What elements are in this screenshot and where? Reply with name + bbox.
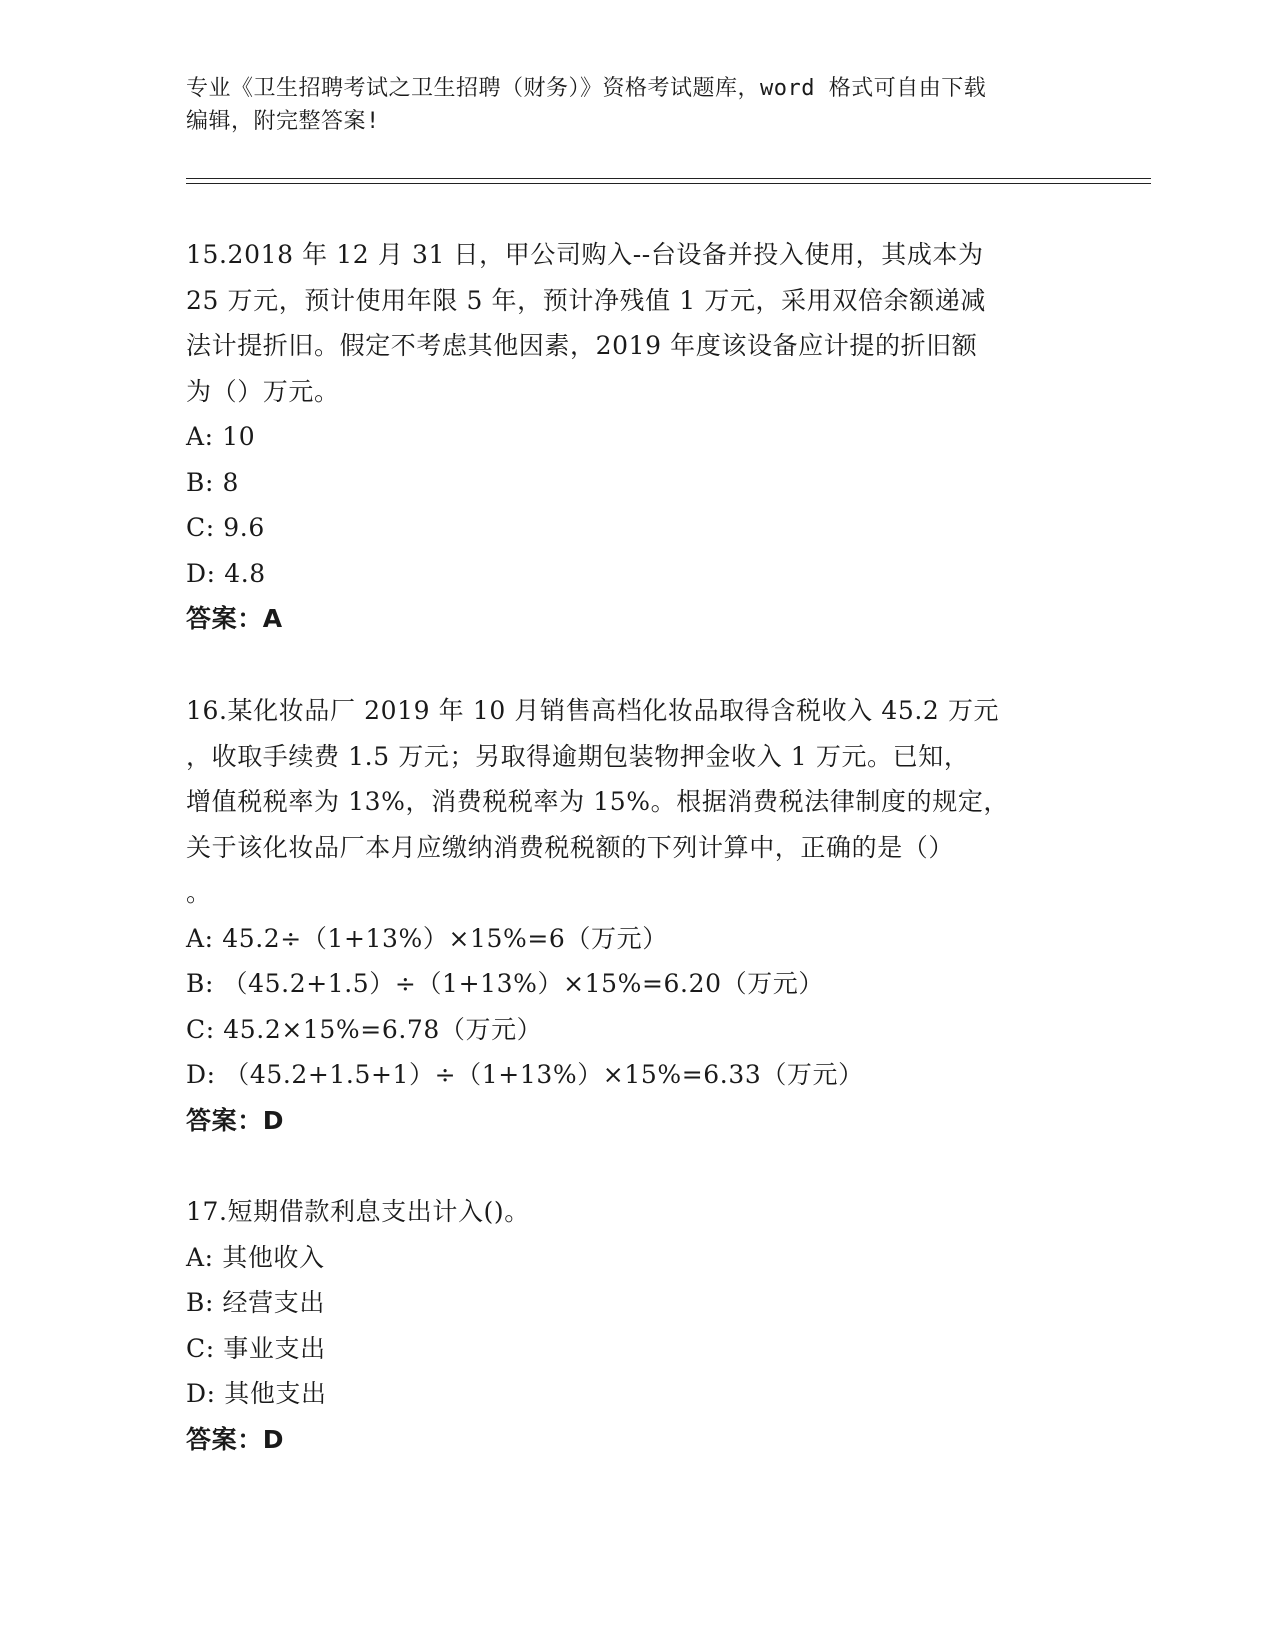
option-a: A: 其他收入 — [186, 1242, 325, 1272]
question-text-line: 。 — [186, 878, 212, 907]
option-d: D: 4.8 — [186, 558, 266, 588]
question-text-line: ，收取手续费 1.5 万元；另取得逾期包装物押金收入 1 万元。已知， — [186, 741, 970, 771]
option-c: C: 45.2×15%=6.78（万元） — [186, 1014, 543, 1044]
option-d: D: （45.2+1.5+1）÷（1+13%）×15%=6.33（万元） — [186, 1060, 864, 1089]
question-16 — [186, 688, 1086, 1143]
question-text-line: 15.2018 年 12 月 31 日，甲公司购入--台设备并投入使用，其成本为 — [186, 240, 984, 269]
question-15 — [186, 232, 1086, 642]
question-text-line: 为（）万元。 — [186, 376, 340, 406]
option-c: C: 事业支出 — [186, 1333, 326, 1363]
answer: 答案：A — [186, 604, 283, 633]
option-b: B: （45.2+1.5）÷（1+13%）×15%=6.20（万元） — [186, 969, 825, 998]
option-b: B: 经营支出 — [186, 1288, 325, 1317]
question-text-line: 增值税税率为 13%，消费税税率为 15%。根据消费税法律制度的规定， — [186, 787, 1010, 816]
header-divider — [186, 183, 1151, 184]
header-divider — [186, 178, 1151, 179]
option-d: D: 其他支出 — [186, 1379, 327, 1408]
answer: 答案：D — [186, 1424, 285, 1454]
option-a: A: 45.2÷（1+13%）×15%=6（万元） — [186, 923, 668, 953]
option-a: A: 10 — [186, 422, 256, 451]
header-line: 专业《卫生招聘考试之卫生招聘（财务）》资格考试题库，word 格式可自由下载 — [186, 76, 987, 101]
header-line: 编辑，附完整答案! — [186, 109, 380, 134]
question-text-line: 25 万元，预计使用年限 5 年，预计净残值 1 万元，采用双倍余额递减 — [186, 285, 986, 315]
option-c: C: 9.6 — [186, 513, 265, 542]
question-text-line: 关于该化妆品厂本月应缴纳消费税税额的下列计算中，正确的是（） — [186, 832, 955, 862]
document-header — [186, 72, 1066, 138]
question-text-line: 16.某化妆品厂 2019 年 10 月销售高档化妆品取得含税收入 45.2 万元 — [186, 696, 1000, 725]
question-17 — [186, 1189, 1086, 1462]
answer: 答案：D — [186, 1105, 285, 1135]
option-b: B: 8 — [186, 467, 240, 497]
question-text-line: 法计提折旧。假定不考虑其他因素，2019 年度该设备应计提的折旧额 — [186, 331, 978, 360]
question-text-line: 17.短期借款利息支出计入()。 — [186, 1197, 530, 1226]
